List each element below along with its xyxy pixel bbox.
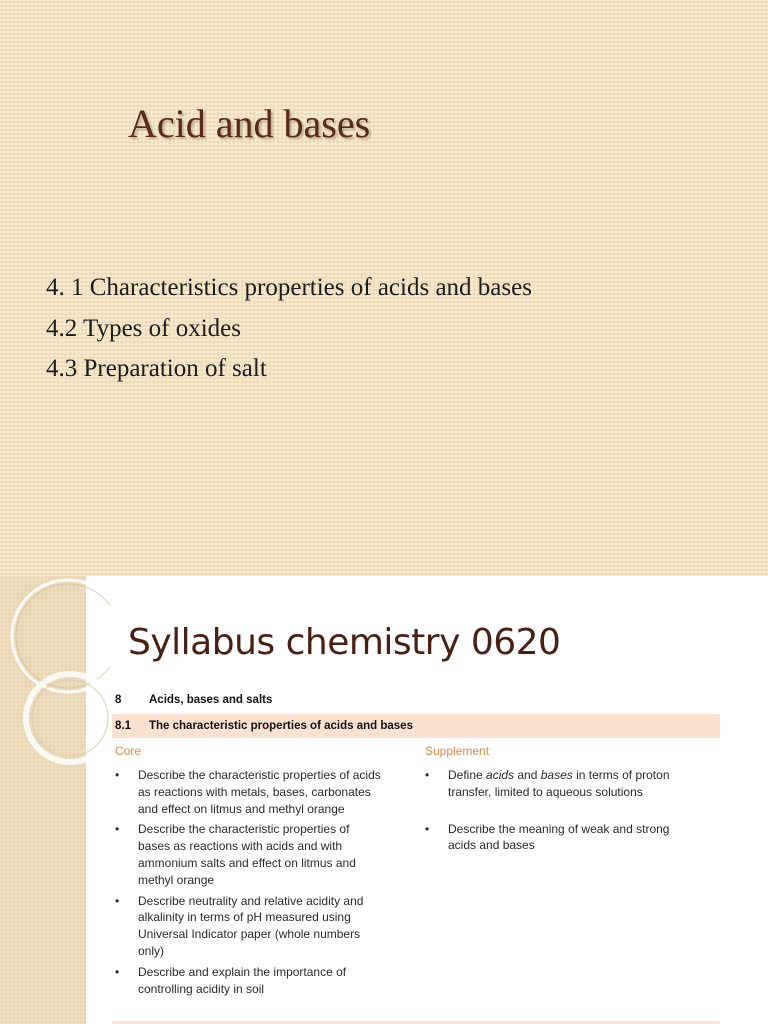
term-bases: bases: [540, 768, 573, 782]
topic-item: 4. 1 Characteristics properties of acids and bases: [46, 274, 532, 301]
topic-list: [46, 268, 532, 390]
term-acids: acids: [486, 768, 515, 782]
list-item: [115, 964, 415, 998]
bullet-icon: •: [115, 768, 120, 782]
list-item: [115, 821, 415, 888]
list-item: [115, 893, 415, 960]
bullet-icon: •: [115, 822, 120, 837]
section-number: 8: [115, 694, 122, 706]
bullet-icon: •: [425, 821, 430, 836]
supplement-heading: Supplement: [425, 744, 490, 758]
bullet-text: Describe and explain the importance of controlling acidity in soil: [138, 964, 347, 996]
bullet-text-prefix: Define: [448, 768, 487, 782]
slide-title: Acid and bases: [128, 101, 371, 146]
list-item: [425, 821, 725, 855]
subsection-label: The characteristic properties of acids and bases: [149, 720, 413, 732]
bullet-icon: •: [425, 768, 430, 782]
syllabus-slide: [0, 576, 768, 1024]
bullet-text: Describe neutrality and relative acidity and alkalinity in terms of pH measured using Universal Indicator paper (whole numbers only): [138, 893, 364, 958]
bullet-text: Describe the characteristic properties of acids as reactions with metals, bases, carbonates and effect on litmus and methyl orange: [138, 768, 381, 816]
bullet-text: Describe the characteristic properties of bases as reactions with acids and with ammonium salts and effect on litmus and methyl orange: [138, 822, 356, 887]
core-heading: Core: [115, 744, 142, 758]
bullet-text-suffix: in terms of proton transfer, limited to aqueous solutions: [448, 768, 670, 799]
subsection-number: 8.1: [115, 720, 131, 732]
section-label: Acids, bases and salts: [149, 694, 273, 706]
supplement-bullets: [425, 767, 725, 854]
slide-title: Syllabus chemistry 0620: [128, 622, 561, 663]
bullet-text: Describe the meaning of weak and strong acids and bases: [448, 821, 670, 853]
topic-item: 4.3 Preparation of salt: [46, 355, 267, 382]
bullet-text: [448, 767, 725, 801]
decorative-rings: [0, 576, 110, 776]
bullet-text-mid: and: [514, 768, 541, 782]
bullet-icon: •: [115, 964, 120, 979]
subsection-heading: [115, 720, 413, 732]
bullet-icon: •: [115, 893, 120, 908]
section-heading: [115, 694, 272, 706]
list-item: [115, 767, 415, 817]
core-bullets: [115, 767, 415, 997]
list-item: [425, 767, 725, 801]
topic-item: 4.2 Types of oxides: [46, 314, 241, 342]
